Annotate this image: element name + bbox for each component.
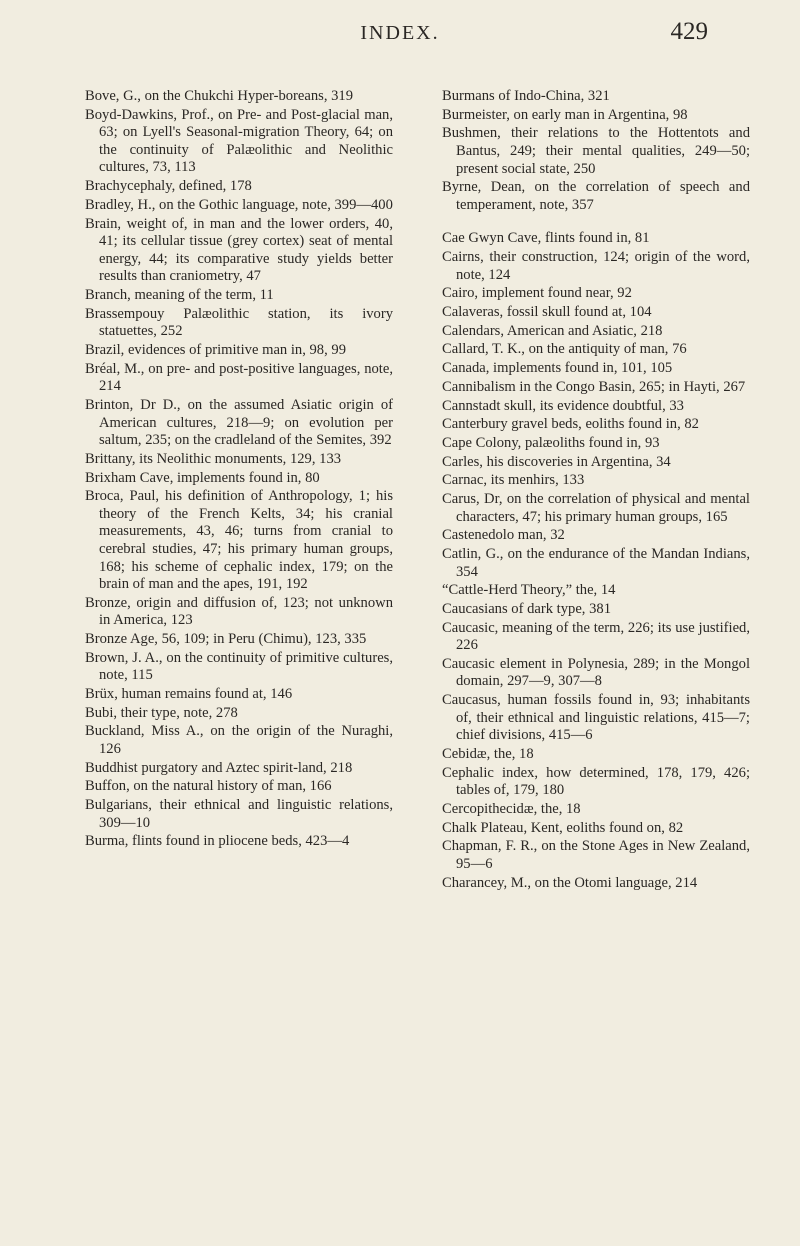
index-entry: Callard, T. K., on the antiquity of man, 76 [442, 341, 687, 358]
index-entry: Boyd-Dawkins, Prof., on Pre- and Post-glacial man, 63; on Lyell's Seasonal-migration Theory, 64; on the continuity of Palæolithic and Neolithic cultures, 73, 113 [85, 106, 393, 176]
index-entry: Bréal, M., on pre- and post-positive languages, note, 214 [85, 360, 393, 395]
index-entry: Bulgarians, their ethnical and linguistic relations, 309—10 [85, 797, 393, 831]
index-entry: Cephalic index, how determined, 178, 179, 426; tables of, 179, 180 [442, 764, 750, 799]
index-entry: Calaveras, fossil skull found at, 104 [442, 304, 652, 321]
index-entry: Bushmen, their relations to the Hottentots and Bantus, 249; their mental qualities, 249—50; present social state, 250 [442, 125, 750, 177]
index-entry: Caucasus, human fossils found in, 93; inhabitants of, their ethnical and linguistic relations, 415—7; chief divisions, 415—6 [442, 692, 750, 744]
index-entry: Chapman, F. R., on the Stone Ages in New Zealand, 95—6 [442, 838, 750, 872]
index-entry: Carnac, its menhirs, 133 [442, 472, 585, 489]
index-entry: Brown, J. A., on the continuity of primitive cultures, note, 115 [85, 649, 393, 684]
page-number: 429 [670, 18, 708, 45]
index-entry: Caucasians of dark type, 381 [442, 600, 611, 617]
index-entry: Brassempouy Palæolithic station, its ivory statuettes, 252 [85, 305, 393, 340]
index-entry: Cebidæ, the, 18 [442, 746, 534, 763]
index-entry: Cannstadt skull, its evidence doubtful, 33 [442, 397, 684, 414]
index-entry: Bubi, their type, note, 278 [85, 704, 238, 721]
index-entry: Cae Gwyn Cave, flints found in, 81 [442, 230, 650, 247]
index-entry: Branch, meaning of the term, 11 [85, 287, 274, 303]
index-entry: Burmeister, on early man in Argentina, 98 [442, 106, 688, 123]
index-entry: Broca, Paul, his definition of Anthropology, 1; his theory of the French Kelts, 34; his cranial measurements, 43, 46; turns from cranial to cerebral studies, 47; his primary human groups, 168; his scheme of cephalic index, 179; on the brain of man and the apes, 191, 192 [85, 488, 393, 593]
index-entry: Buffon, on the natural history of man, 166 [85, 778, 332, 795]
index-entry: Caucasic, meaning of the term, 226; its use justified, 226 [442, 619, 750, 654]
index-entry: Cape Colony, palæoliths found in, 93 [442, 434, 660, 451]
index-entry: Bronze Age, 56, 109; in Peru (Chimu), 123, 335 [85, 631, 367, 648]
index-entry: Bradley, H., on the Gothic language, note, 399—400 [85, 196, 393, 213]
index-entry: Buckland, Miss A., on the origin of the Nuraghi, 126 [85, 723, 393, 758]
index-entry: Brüx, human remains found at, 146 [85, 686, 293, 703]
index-entry: Brixham Cave, implements found in, 80 [85, 469, 320, 486]
index-entry: Caucasic element in Polynesia, 289; in the Mongol domain, 297—9, 307—8 [442, 655, 750, 690]
running-title: INDEX. [360, 22, 440, 44]
index-entry: Cairo, implement found near, 92 [442, 285, 632, 302]
index-entry: Burmans of Indo-China, 321 [442, 88, 610, 104]
index-entry: Byrne, Dean, on the correlation of speech and temperament, note, 357 [442, 179, 750, 213]
index-entry: Burma, flints found in pliocene beds, 423—4 [85, 833, 350, 850]
index-entry: “Cattle-Herd Theory,” the, 14 [442, 582, 616, 599]
index-entry: Chalk Plateau, Kent, eoliths found on, 82 [442, 819, 684, 836]
index-entry: Charancey, M., on the Otomi language, 214 [442, 874, 698, 891]
index-entry: Catlin, G., on the endurance of the Mandan Indians, 354 [442, 545, 750, 580]
index-entry: Bove, G., on the Chukchi Hyper-boreans, 319 [85, 88, 354, 104]
index-entry: Brinton, Dr D., on the assumed Asiatic origin of American cultures, 218—9; on evolution per saltum, 235; on the cradleland of the Semites, 392 [85, 396, 393, 449]
left-column [85, 88, 393, 852]
index-entry: Cercopithecidæ, the, 18 [442, 801, 581, 817]
index-entry: Castenedolo man, 32 [442, 527, 565, 544]
index-entry: Bronze, origin and diffusion of, 123; not unknown in America, 123 [85, 594, 393, 629]
index-entry: Brittany, its Neolithic monuments, 129, 133 [85, 450, 342, 467]
index-entry: Carus, Dr, on the correlation of physical and mental characters, 47; his primary human groups, 165 [442, 490, 750, 525]
index-entry: Brazil, evidences of primitive man in, 98, 99 [85, 341, 346, 358]
index-entry: Cairns, their construction, 124; origin of the word, note, 124 [442, 249, 750, 283]
index-entry: Buddhist purgatory and Aztec spirit-land, 218 [85, 759, 353, 776]
index-entry: Brachycephaly, defined, 178 [85, 178, 252, 195]
index-entry: Canterbury gravel beds, eoliths found in, 82 [442, 416, 699, 433]
page-header [0, 18, 800, 52]
index-entry: Calendars, American and Asiatic, 218 [442, 322, 663, 339]
index-entry: Canada, implements found in, 101, 105 [442, 360, 673, 377]
right-column [442, 88, 750, 893]
index-entry: Cannibalism in the Congo Basin, 265; in Hayti, 267 [442, 378, 746, 395]
index-entry: Carles, his discoveries in Argentina, 34 [442, 453, 671, 470]
index-entry: Brain, weight of, in man and the lower orders, 40, 41; its cellular tissue (grey cortex) seat of mental energy, 44; its comparative study yields better results than craniometry, 47 [85, 215, 393, 285]
